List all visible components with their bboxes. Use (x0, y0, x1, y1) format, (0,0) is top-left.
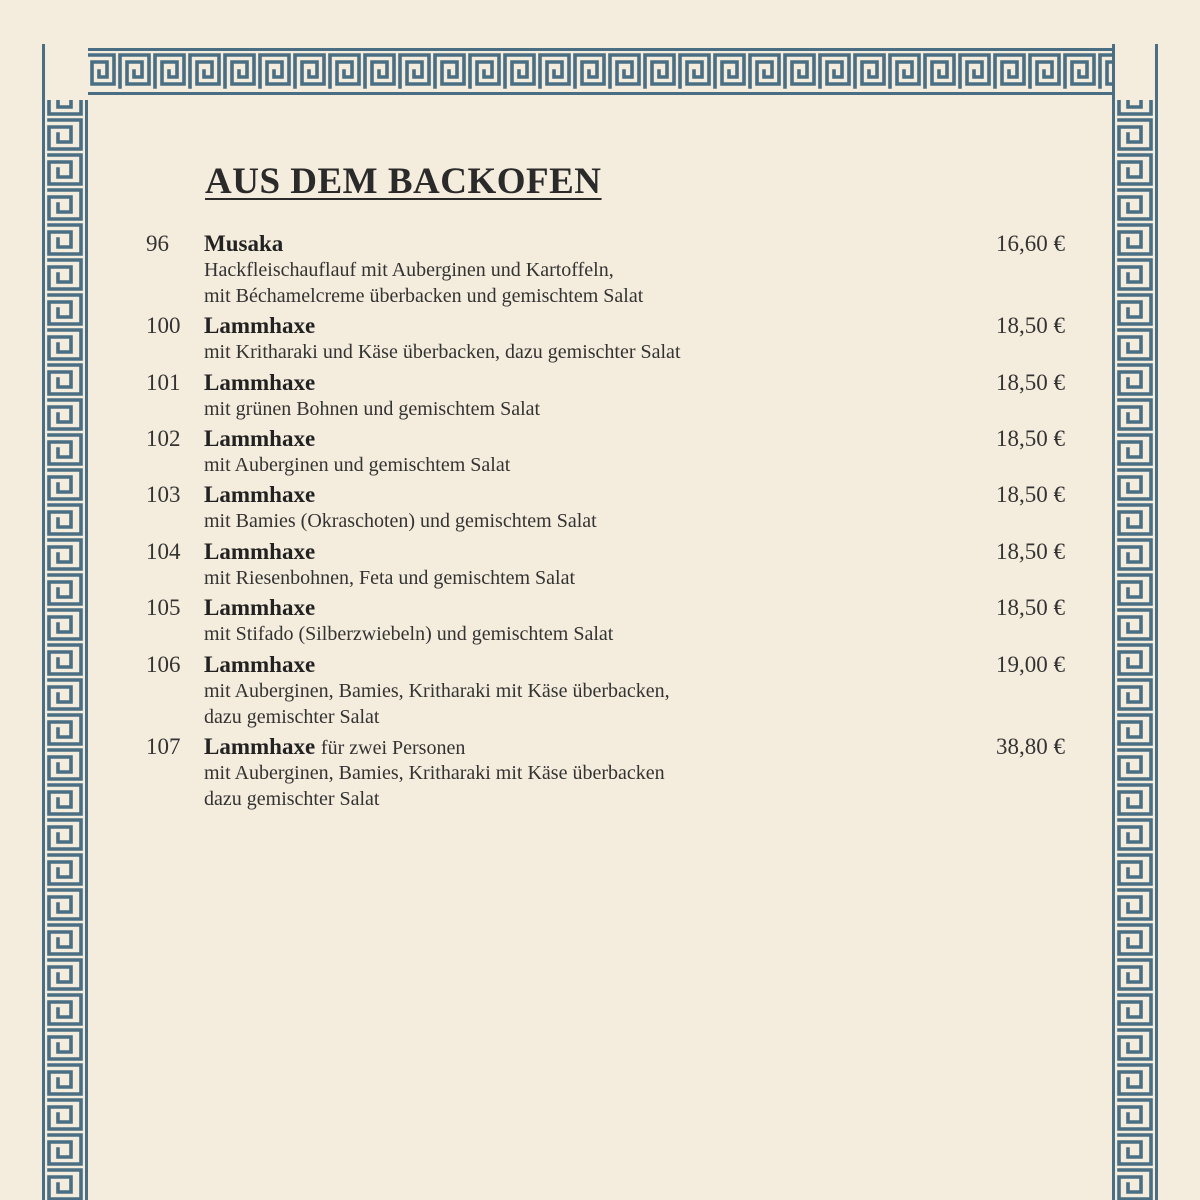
menu-item-number: 100 (146, 313, 181, 338)
menu-item-description (204, 621, 613, 647)
menu-item-price: 18,50 € (996, 539, 1065, 564)
menu-item-name-line (204, 651, 315, 679)
menu-item-number: 101 (146, 370, 181, 395)
menu-item-description-line: Hackfleischauflauf mit Auberginen und Kartoffeln, (204, 259, 614, 281)
menu-item-price: 38,80 € (996, 734, 1065, 759)
menu-item-description-line: mit Stifado (Silberzwiebeln) und gemischtem Salat (204, 623, 614, 645)
menu-item-number: 102 (146, 426, 181, 451)
menu-item-description (204, 678, 670, 730)
menu-item-price: 18,50 € (996, 482, 1065, 507)
menu-item-name-extra: für zwei Personen (320, 737, 466, 759)
menu-item-description (204, 452, 510, 478)
menu-item-description-line: mit Riesenbohnen, Feta und gemischtem Salat (204, 567, 576, 589)
menu-item-description-line: dazu gemischter Salat (204, 788, 380, 810)
menu-item-number: 105 (146, 595, 181, 620)
menu-item-price: 18,50 € (996, 595, 1065, 620)
menu-item-description-line: mit grünen Bohnen und gemischtem Salat (204, 398, 541, 420)
menu-item-name-line (204, 481, 315, 509)
menu-item-description-line: mit Béchamelcreme überbacken und gemischtem Salat (204, 285, 644, 307)
menu-item-name: Lammhaxe (204, 313, 316, 338)
menu-item-name-line (204, 369, 315, 397)
menu-item-name-line (204, 538, 315, 566)
menu-item-price: 18,50 € (996, 370, 1065, 395)
menu-section-title: AUS DEM BACKOFEN (205, 161, 602, 202)
menu-item-description-line: dazu gemischter Salat (204, 706, 380, 728)
menu-item-price: 16,60 € (996, 231, 1065, 256)
menu-item-price: 18,50 € (996, 426, 1065, 451)
menu-item-description (204, 760, 665, 812)
menu-item-name: Lammhaxe (204, 734, 316, 759)
menu-item-description-line: mit Auberginen, Bamies, Kritharaki mit Käse überbacken, (204, 680, 670, 702)
menu-item-description (204, 396, 540, 422)
menu-item-name: Lammhaxe (204, 539, 316, 564)
menu-item-number: 107 (146, 734, 181, 759)
menu-item-name-line (204, 312, 315, 340)
menu-item-name: Lammhaxe (204, 370, 316, 395)
menu-item-price: 18,50 € (996, 313, 1065, 338)
menu-item-description (204, 339, 681, 365)
menu-item-description-line: mit Auberginen und gemischtem Salat (204, 454, 511, 476)
menu-item-name-line (204, 733, 465, 762)
menu-item-name: Lammhaxe (204, 652, 316, 677)
menu-item-price: 19,00 € (996, 652, 1065, 677)
menu-item-description (204, 565, 575, 591)
menu-item-description-line: mit Auberginen, Bamies, Kritharaki mit Käse überbacken (204, 762, 665, 784)
menu-item-name: Lammhaxe (204, 426, 316, 451)
menu-item-name: Lammhaxe (204, 595, 316, 620)
menu-item-description-line: mit Bamies (Okraschoten) und gemischtem Salat (204, 510, 597, 532)
menu-item-name-line (204, 594, 315, 622)
menu-item-name: Lammhaxe (204, 482, 316, 507)
menu-item-name: Musaka (204, 231, 284, 256)
menu-item-name-line (204, 425, 315, 453)
menu-item-number: 106 (146, 652, 181, 677)
menu-item-number: 104 (146, 539, 181, 564)
menu-item-name-line (204, 230, 283, 258)
menu-item-description (204, 508, 597, 534)
menu-item-description-line: mit Kritharaki und Käse überbacken, dazu gemischter Salat (204, 341, 681, 363)
menu-item-number: 103 (146, 482, 181, 507)
menu-item-number: 96 (146, 231, 169, 256)
menu-item-description (204, 257, 643, 309)
